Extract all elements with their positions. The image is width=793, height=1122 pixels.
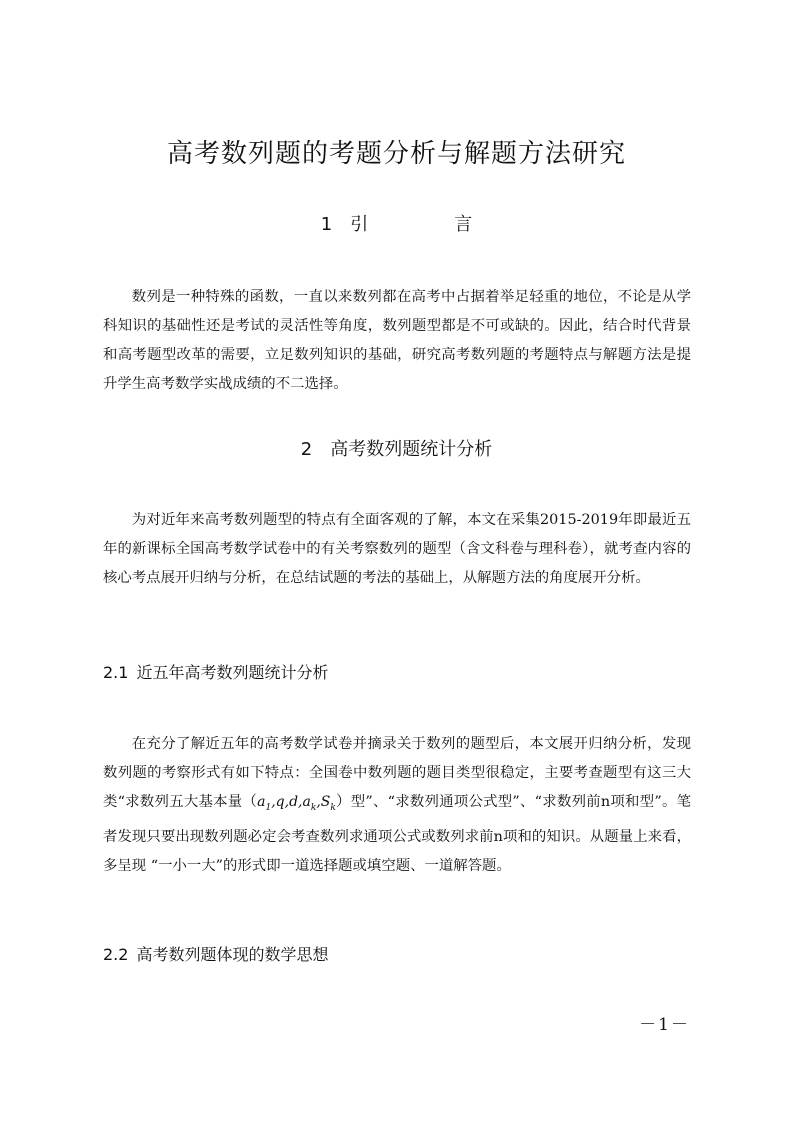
statistics-paragraph: 为对近年来高考数列题型的特点有全面客观的了解，本文在采集2015-2019年即最近五年的新课标全国高考数学试卷中的有关考察数列的题型（含文科卷与理科卷），就考查内容的核心考点展开归纳与分析，在总结试题的考法的基础上，从解题方法的角度展开分析。 xyxy=(103,512,691,586)
subsection-title: 高考数列题体现的数学思想 xyxy=(136,945,329,964)
introduction-paragraph: 数列是一种特殊的函数，一直以来数列都在高考中占据着举足轻重的地位，不论是从学科知识的基础性还是考试的灵活性等角度，数列题型都是不可或缺的。因此，结合时代背景和高考题型改革的需要，立足数列知识的基础，研究高考数列题的考题特点与解题方法是提升学生高考数学实战成绩的不二选择。 xyxy=(103,289,691,392)
subsection-heading-2-1 xyxy=(103,661,328,685)
section-heading-introduction xyxy=(0,212,793,238)
page-number: －1－ xyxy=(639,1015,690,1035)
math-expression: $a_1,q,d,a_k,S_k$ xyxy=(257,794,336,813)
subsection-heading-2-2 xyxy=(103,943,328,967)
section-number: 1 xyxy=(320,214,333,235)
paragraph-text-part1: 在充分了解近五年的高考数学试卷并摘录关于数列的题型后，本文展开归纳分析，发现数列题的考察形式有如下特点：全国卷中数列题的题目类型很稳定，主要考查题型有这三大类“求数列五大基本量（ xyxy=(103,736,691,810)
subsection-number: 2.2 xyxy=(103,945,129,964)
section-number: 2 xyxy=(300,439,313,460)
section-heading-statistics xyxy=(0,437,793,463)
paper-title: 高考数列题的考题分析与解题方法研究 xyxy=(166,139,626,169)
paragraph-text-part2: ）型”、“求数列通项公式型”、“求数列前n项和型”。笔者发现只要出现数列题必定会考查数列求通项公式或数列求前n项和的知识。从题量上来看，多呈现 “一小一大”的形式即一道选择题或填空题、一道解答题。 xyxy=(103,794,692,874)
section-title: 引 言 xyxy=(350,214,507,235)
subsection-number: 2.1 xyxy=(103,663,129,682)
subsection-2-1-paragraph xyxy=(103,730,691,881)
subsection-title: 近五年高考数列题统计分析 xyxy=(136,663,329,682)
section-title: 高考数列题统计分析 xyxy=(330,439,493,460)
